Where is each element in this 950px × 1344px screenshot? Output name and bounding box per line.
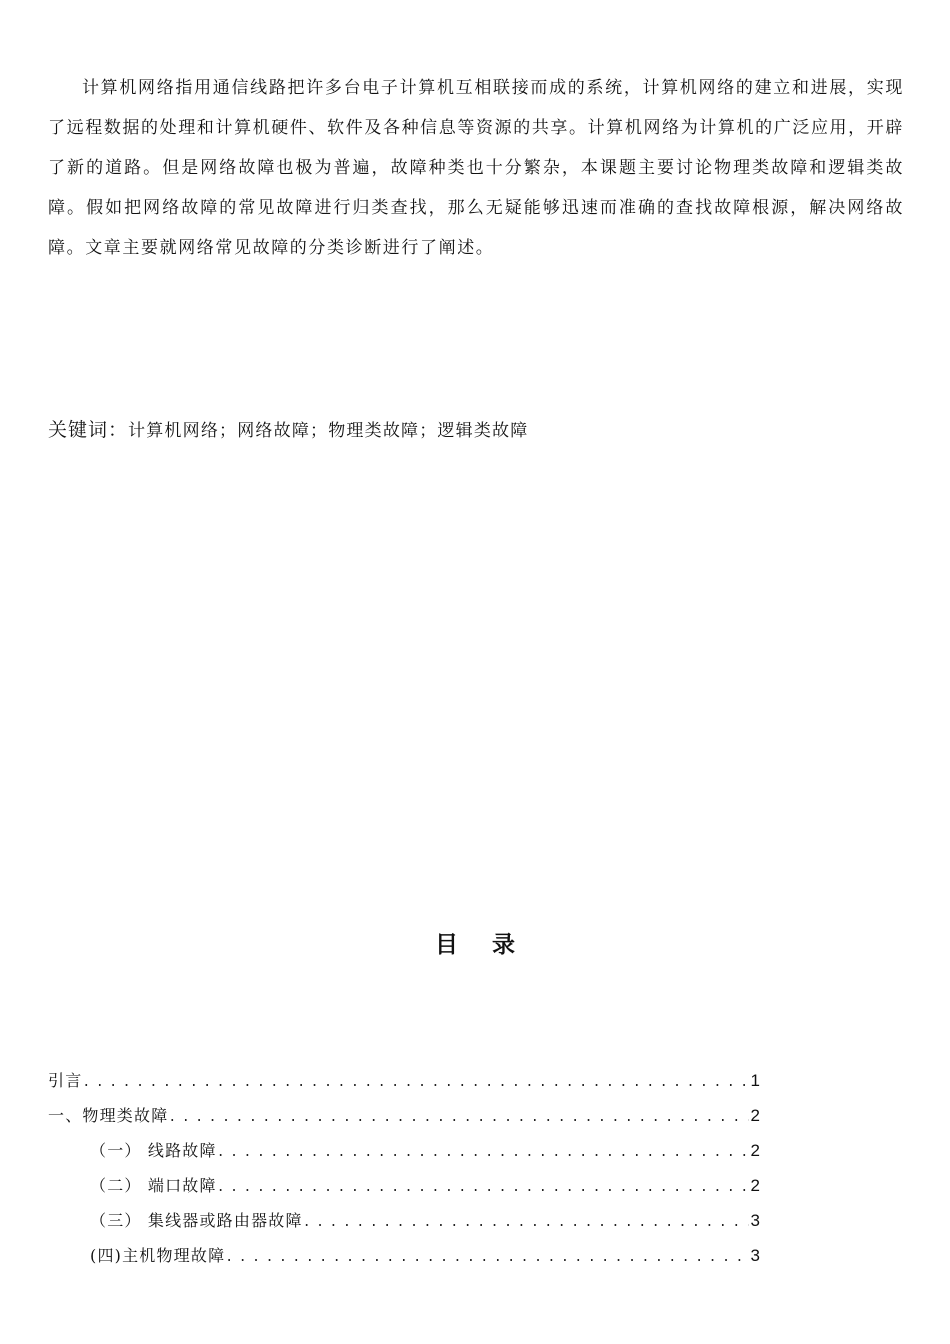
toc-dot-leader	[303, 1215, 749, 1230]
toc-entry-label: （一） 线路故障	[90, 1141, 217, 1160]
toc-dot-leader	[82, 1075, 748, 1090]
toc-page-number: 3	[750, 1211, 760, 1230]
toc-dot-leader	[217, 1180, 749, 1195]
toc-dot-leader	[217, 1145, 749, 1160]
toc-entry-hub-router-faults[interactable]	[48, 1208, 760, 1243]
toc-dot-leader	[225, 1250, 748, 1265]
toc-page-number: 2	[750, 1176, 760, 1195]
abstract-paragraph: 计算机网络指用通信线路把许多台电子计算机互相联接而成的系统，计算机网络的建立和进展，实现了远程数据的处理和计算机硬件、软件及各种信息等资源的共享。计算机网络为计算机的广泛应用，开辟了新的道路。但是网络故障也极为普遍，故障种类也十分繁杂，本课题主要讨论物理类故障和逻辑类故障。假如把网络故障的常见故障进行归类查找，那么无疑能够迅速而准确的查找故障根源，解决网络故障。文章主要就网络常见故障的分类诊断进行了阐述。	[48, 78, 904, 258]
keywords-label: 关键词：	[48, 419, 129, 441]
toc-entry-label: 一、物理类故障	[48, 1106, 169, 1125]
toc-dot-leader	[168, 1110, 748, 1125]
toc-page-number: 1	[750, 1071, 760, 1090]
toc-entry-label: (四)主机物理故障	[90, 1246, 226, 1265]
toc-page-number: 2	[750, 1106, 760, 1125]
toc-page-number: 3	[750, 1246, 760, 1265]
toc-page-number: 2	[750, 1141, 760, 1160]
toc-entry-label: （三） 集线器或路由器故障	[90, 1211, 303, 1230]
toc-entry-label: （二） 端口故障	[90, 1176, 217, 1195]
toc-entry-host-physical-faults[interactable]	[48, 1243, 760, 1278]
toc-entry-line-faults[interactable]	[48, 1138, 760, 1173]
keywords-line	[48, 414, 904, 447]
toc-entry-introduction[interactable]	[48, 1068, 760, 1103]
toc-entry-port-faults[interactable]	[48, 1173, 760, 1208]
toc-entry-physical-faults[interactable]	[48, 1103, 760, 1138]
toc-entry-label: 引言	[48, 1071, 83, 1090]
toc-title: 目录	[435, 932, 549, 958]
table-of-contents	[48, 1068, 760, 1278]
keywords-list: 计算机网络；网络故障；物理类故障；逻辑类故障	[128, 421, 529, 441]
